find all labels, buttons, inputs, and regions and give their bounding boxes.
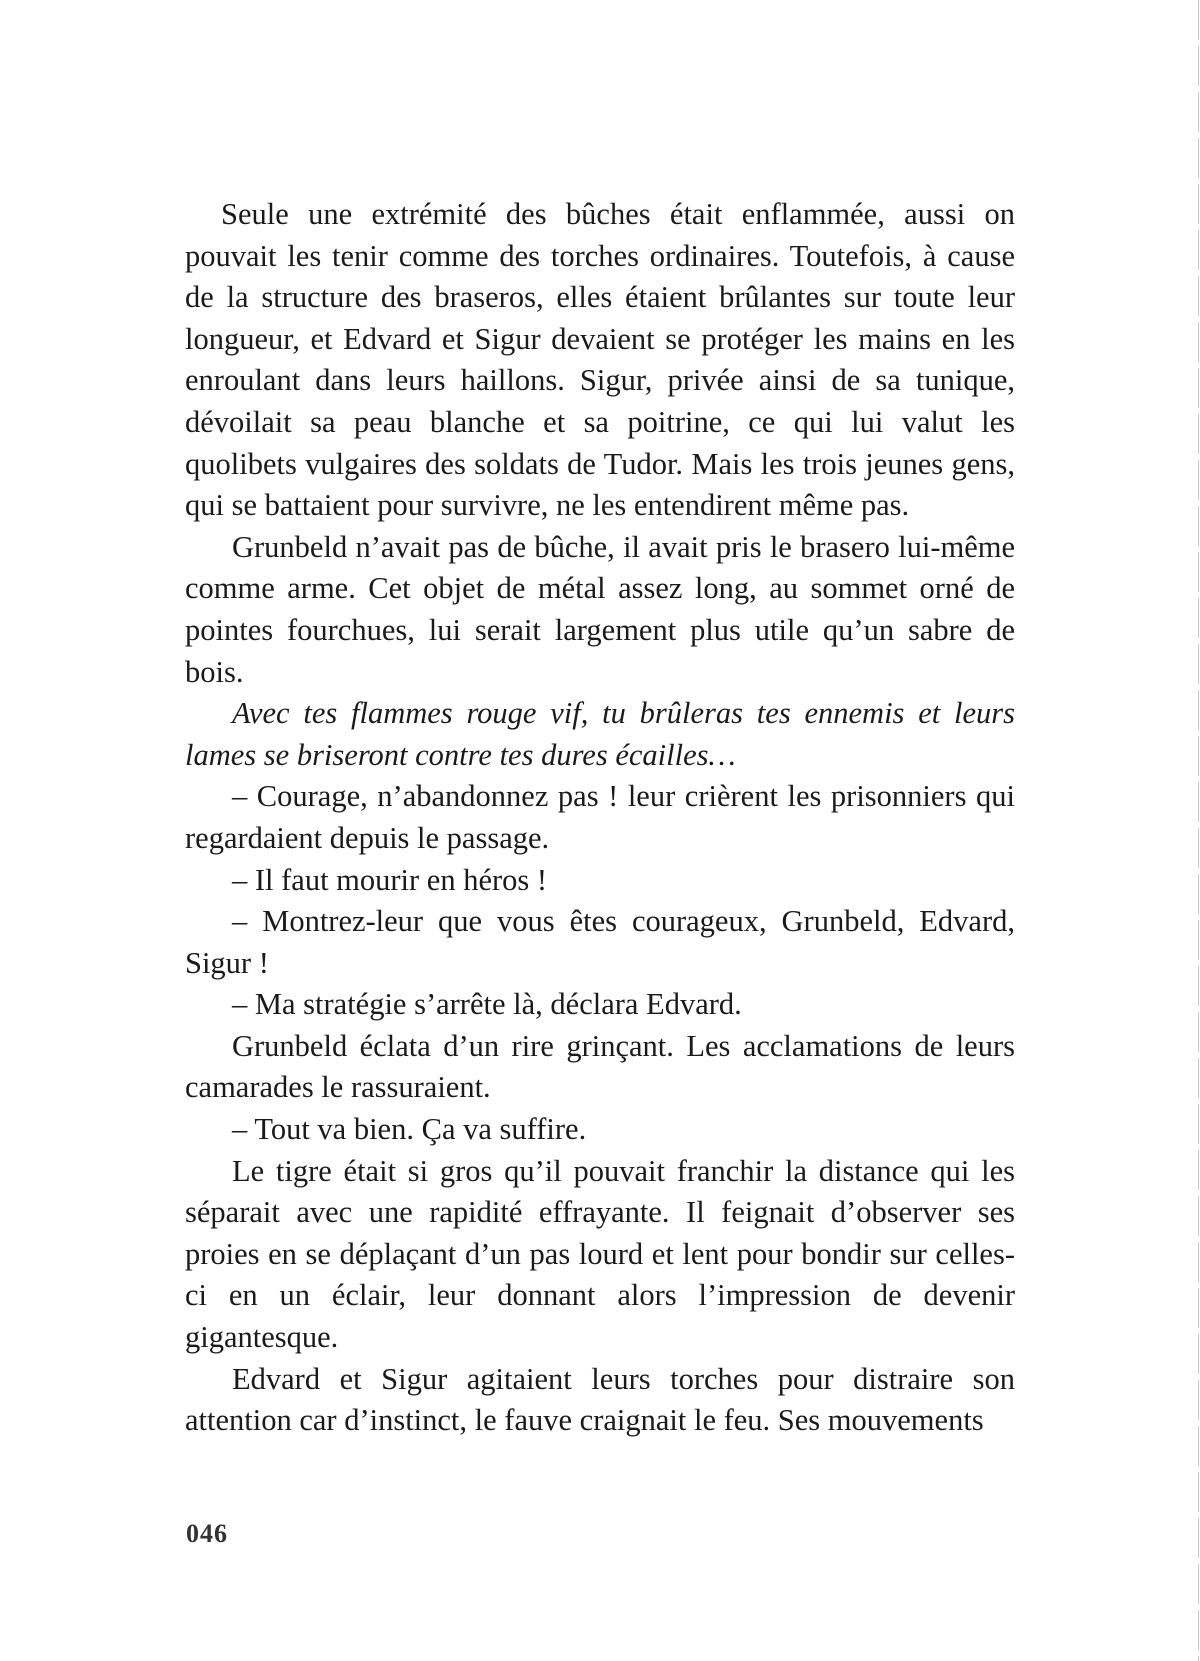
paragraph-9-dialogue: – Tout va bien. Ça va suffire. <box>232 1112 587 1147</box>
paragraph-4-dialogue: – Courage, n’abandonnez pas ! leur crièrent les prisonniers qui regardaient depuis le passage. <box>185 779 1015 855</box>
paragraph-11: Edvard et Sigur agitaient leurs torches pour distraire son attention car d’instinct, le fauve craignait le feu. Ses mouvements <box>185 1361 1015 1438</box>
paragraph-2: Grunbeld n’avait pas de bûche, il avait pris le brasero lui-même comme arme. Cet objet de métal assez long, au sommet orné de pointes fourchues, lui serait largement plus utile qu’un sabre de bois. <box>185 529 1015 689</box>
page-edge <box>1198 0 1199 1661</box>
paragraph-10: Le tigre était si gros qu’il pouvait franchir la distance qui les séparait avec une rapidité effrayante. Il feignait d’observer ses proies en se déplaçant d’un pas lourd et lent pour bondir sur celles-ci en un éclair, leur donnant alors l’impression de devenir gigantesque. <box>185 1153 1015 1355</box>
paragraph-7-dialogue: – Ma stratégie s’arrête là, déclara Edvard. <box>232 987 742 1022</box>
paragraph-5-dialogue: – Il faut mourir en héros ! <box>232 862 548 897</box>
body-text <box>185 194 1015 1442</box>
paragraph-1: Seule une extrémité des bûches était enflammée, aussi on pouvait les tenir comme des torches ordinaires. Toutefois, à cause de la structure des braseros, elles étaient brûlantes sur toute leur longueur, et Edvard et Sigur devaient se protéger les mains en les enroulant dans leurs haillons. Sigur, privée ainsi de sa tunique, dévoilait sa peau blanche et sa poitrine, ce qui lui valut les quolibets vulgaires des soldats de Tudor. Mais les trois jeunes gens, qui se battaient pour survivre, ne les entendirent même pas. <box>185 197 1015 523</box>
paragraph-3-italic: Avec tes flammes rouge vif, tu brûleras tes ennemis et leurs lames se briseront contre tes dures écailles… <box>185 696 1015 772</box>
paragraph-6-dialogue: – Montrez-leur que vous êtes courageux, Grunbeld, Edvard, Sigur ! <box>185 904 1015 980</box>
page-number: 046 <box>186 1519 228 1548</box>
paragraph-8: Grunbeld éclata d’un rire grinçant. Les acclamations de leurs camarades le rassuraient. <box>185 1028 1015 1105</box>
